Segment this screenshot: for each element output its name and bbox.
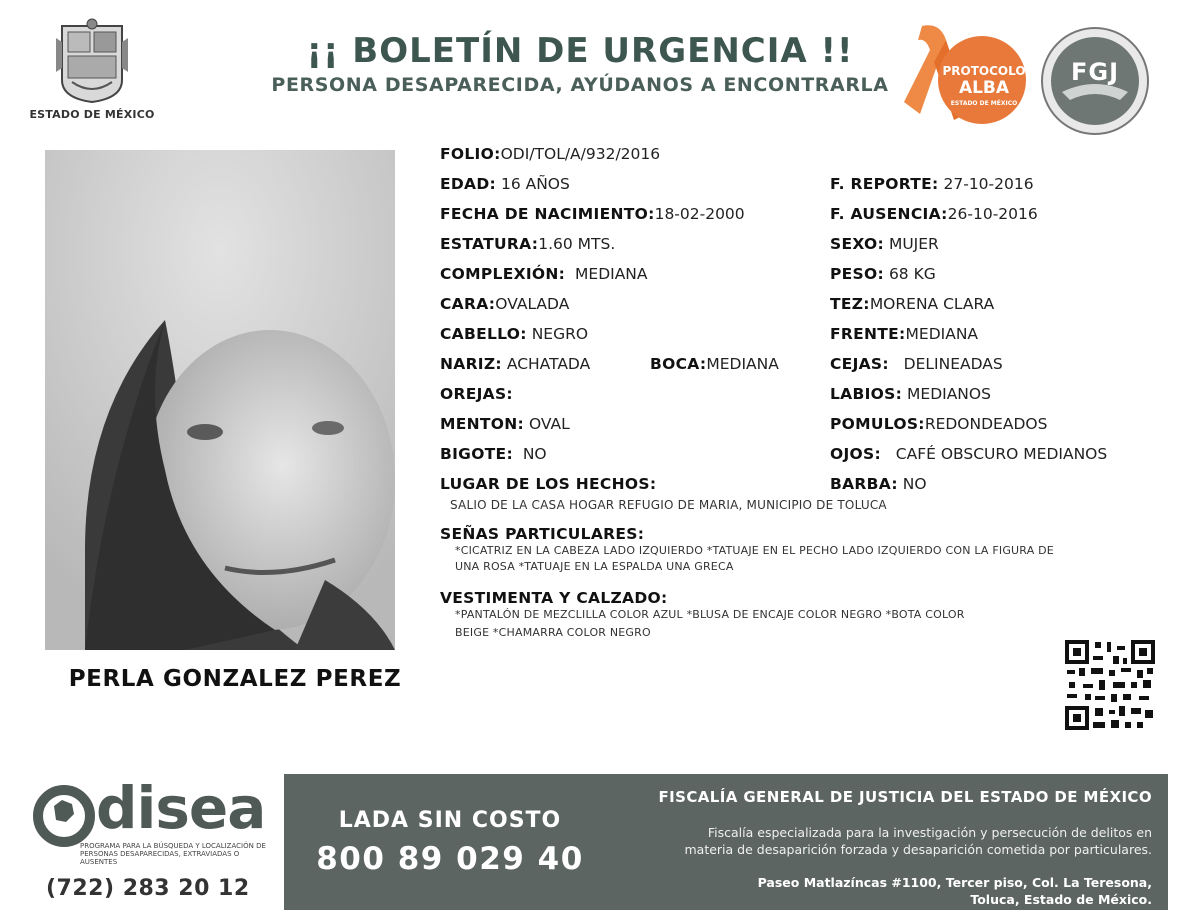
senas-line-1: *CICATRIZ EN LA CABEZA LADO IZQUIERDO *TATUAJE EN EL PECHO LADO IZQUIERDO CON LA FIGURA DE xyxy=(455,544,1054,557)
page-subtitle: PERSONA DESAPARECIDA, AYÚDANOS A ENCONTRARLA xyxy=(271,74,889,96)
nacimiento-value: 18-02-2000 xyxy=(654,205,745,223)
ojos-label: OJOS: xyxy=(830,445,881,463)
frente-value: MEDIANA xyxy=(905,325,979,343)
folio-label: FOLIO: xyxy=(440,145,501,163)
edad-row xyxy=(440,175,570,193)
estatura-label: ESTATURA: xyxy=(440,235,539,253)
cejas-value: DELINEADAS xyxy=(903,355,1003,373)
peso-label: PESO: xyxy=(830,265,884,283)
senas-line-2: UNA ROSA *TATUAJE EN LA ESPALDA UNA GRECA xyxy=(455,560,734,573)
boca-value: MEDIANA xyxy=(706,355,779,373)
orejas-row xyxy=(440,385,513,403)
orejas-label: OREJAS: xyxy=(440,385,513,403)
edad-value: 16 AÑOS xyxy=(500,175,570,193)
nariz-row xyxy=(440,355,590,373)
complexion-label: COMPLEXIÓN: xyxy=(440,265,566,283)
sexo-row xyxy=(830,235,939,253)
bulletin-heading xyxy=(230,30,930,96)
tez-row xyxy=(830,295,994,313)
cara-row xyxy=(440,295,569,313)
address-line-1: Paseo Matlazíncas #1100, Tercer piso, Col. La Teresona, xyxy=(757,875,1152,890)
nacimiento-label: FECHA DE NACIMIENTO: xyxy=(440,205,655,223)
ojos-row xyxy=(830,445,1107,463)
labios-row xyxy=(830,385,991,403)
boca-label: BOCA: xyxy=(650,355,707,373)
edad-label: EDAD: xyxy=(440,175,497,193)
cabello-row xyxy=(440,325,588,343)
reporte-value: 27-10-2016 xyxy=(943,175,1034,193)
toll-free-block xyxy=(300,808,600,877)
bigote-value: NO xyxy=(522,445,547,463)
ojos-value: CAFÉ OBSCURO MEDIANOS xyxy=(895,445,1108,463)
qr-code-icon xyxy=(1063,638,1157,732)
folio-row xyxy=(440,145,660,163)
odisea-logo xyxy=(32,774,282,910)
nariz-label: NARIZ: xyxy=(440,355,502,373)
ausencia-value: 26-10-2016 xyxy=(947,205,1038,223)
protocolo-alba-logo xyxy=(900,22,1030,130)
estado-de-mexico-logo xyxy=(28,18,156,130)
qr-code[interactable] xyxy=(1063,638,1157,732)
alba-line-1: PROTOCOLO xyxy=(942,64,1026,78)
tez-label: TEZ: xyxy=(830,295,870,313)
nariz-value: ACHATADA xyxy=(506,355,591,373)
vestimenta-heading: VESTIMENTA Y CALZADO: xyxy=(440,589,668,607)
alba-line-3: ESTADO DE MÉXICO xyxy=(950,100,1018,107)
pomulos-label: POMULOS: xyxy=(830,415,925,433)
toll-free-number[interactable]: 800 89 029 40 xyxy=(316,841,584,877)
fgj-seal xyxy=(1040,26,1150,136)
folio-value: ODI/TOL/A/932/2016 xyxy=(500,145,661,163)
lugar-value: SALIO DE LA CASA HOGAR REFUGIO DE MARIA, MUNICIPIO DE TOLUCA xyxy=(450,498,887,512)
frente-row xyxy=(830,325,978,343)
ausencia-label: F. AUSENCIA: xyxy=(830,205,948,223)
senas-heading: SEÑAS PARTICULARES: xyxy=(440,525,645,543)
barba-label: BARBA: xyxy=(830,475,898,493)
frente-label: FRENTE: xyxy=(830,325,906,343)
page-title: ¡¡ BOLETÍN DE URGENCIA !! xyxy=(306,31,854,71)
complexion-row xyxy=(440,265,648,283)
nacimiento-row xyxy=(440,205,745,223)
lugar-row xyxy=(440,475,656,493)
fiscalia-desc-line-1: Fiscalía especializada para la investigación y persecución de delitos en xyxy=(707,825,1152,840)
person-name: PERLA GONZALEZ PEREZ xyxy=(68,666,402,692)
person-photo xyxy=(45,150,395,650)
bigote-label: BIGOTE: xyxy=(440,445,513,463)
pomulos-value: REDONDEADOS xyxy=(924,415,1048,433)
vestimenta-line-2: BEIGE *CHAMARRA COLOR NEGRO xyxy=(455,626,651,639)
fiscalia-title: FISCALÍA GENERAL DE JUSTICIA DEL ESTADO DE MÉXICO xyxy=(658,788,1152,806)
alba-text xyxy=(942,64,1026,107)
alba-line-2: ALBA xyxy=(958,78,1010,98)
fiscalia-desc-line-2: materia de desaparición forzada y desaparición cometida por particulares. xyxy=(684,842,1152,857)
vestimenta-line-1: *PANTALÓN DE MEZCLILLA COLOR AZUL *BLUSA DE ENCAJE COLOR NEGRO *BOTA COLOR xyxy=(455,608,965,621)
cabello-value: NEGRO xyxy=(531,325,589,343)
cara-value: OVALADA xyxy=(495,295,570,313)
fiscalia-block xyxy=(600,788,1152,908)
fiscalia-address xyxy=(600,874,1152,908)
complexion-value: MEDIANA xyxy=(575,265,648,283)
fgj-text: FGJ xyxy=(1070,58,1120,86)
cejas-label: CEJAS: xyxy=(830,355,889,373)
cara-label: CARA: xyxy=(440,295,496,313)
sexo-label: SEXO: xyxy=(830,235,885,253)
barba-value: NO xyxy=(902,475,927,493)
reporte-label: F. REPORTE: xyxy=(830,175,939,193)
peso-row xyxy=(830,265,936,283)
address-line-2: Toluca, Estado de México. xyxy=(970,892,1152,907)
estatura-row xyxy=(440,235,615,253)
menton-row xyxy=(440,415,570,433)
lugar-label: LUGAR DE LOS HECHOS: xyxy=(440,475,657,493)
barba-row xyxy=(830,475,927,493)
cabello-label: CABELLO: xyxy=(440,325,527,343)
tez-value: MORENA CLARA xyxy=(869,295,995,313)
portrait-image xyxy=(45,150,395,650)
reporte-row xyxy=(830,175,1034,193)
boca-row xyxy=(650,355,779,373)
estatura-value: 1.60 MTS. xyxy=(538,235,616,253)
odisea-word: disea xyxy=(96,774,266,842)
toll-free-label: LADA SIN COSTO xyxy=(338,808,562,833)
odisea-phone[interactable]: (722) 283 20 12 xyxy=(46,876,250,901)
ausencia-row xyxy=(830,205,1038,223)
menton-value: OVAL xyxy=(528,415,570,433)
fiscalia-description xyxy=(600,824,1152,858)
odisea-program-text: PROGRAMA PARA LA BÚSQUEDA Y LOCALIZACIÓN DE PERSONAS DESAPARECIDAS, EXTRAVIADAS O AUSENTES xyxy=(80,842,266,866)
state-label: ESTADO DE MÉXICO xyxy=(29,108,155,121)
peso-value: 68 KG xyxy=(888,265,936,283)
pomulos-row xyxy=(830,415,1047,433)
labios-label: LABIOS: xyxy=(830,385,903,403)
sexo-value: MUJER xyxy=(888,235,939,253)
coat-of-arms-icon xyxy=(52,18,132,104)
bigote-row xyxy=(440,445,547,463)
menton-label: MENTON: xyxy=(440,415,525,433)
cejas-row xyxy=(830,355,1003,373)
labios-value: MEDIANOS xyxy=(907,385,991,403)
